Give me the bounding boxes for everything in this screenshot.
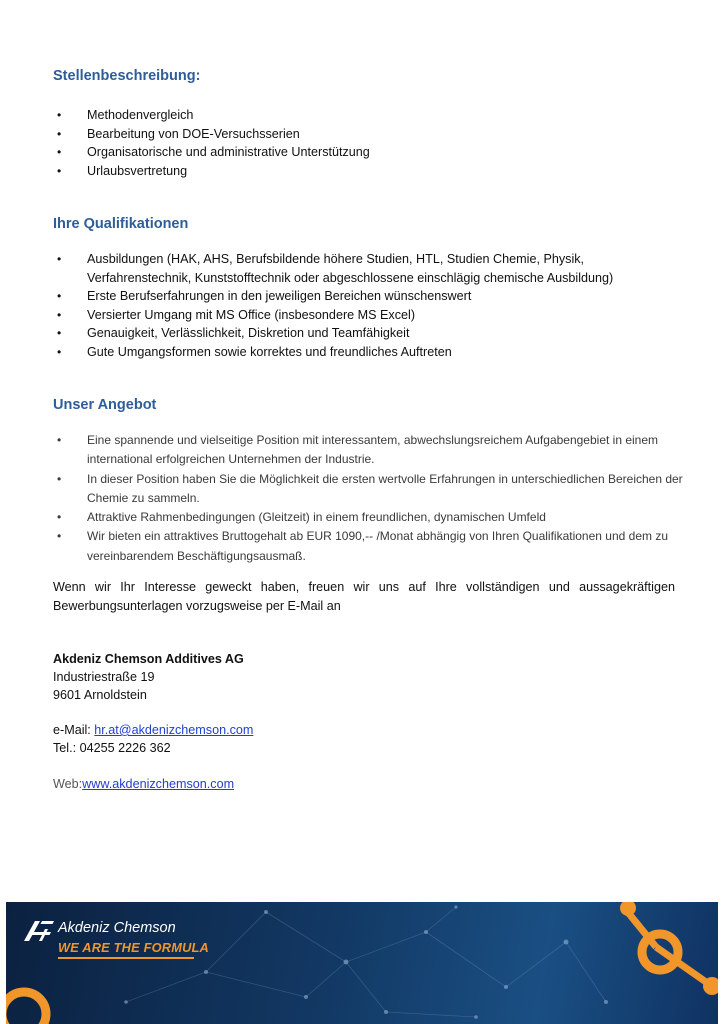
list-item: • Erste Berufserfahrungen in den jeweiligen Bereichen wünschenswert bbox=[53, 287, 683, 306]
list-item: • Methodenvergleich bbox=[53, 106, 683, 125]
offer-list bbox=[53, 431, 683, 566]
bullet-icon: • bbox=[57, 326, 62, 341]
web-label: Web: bbox=[53, 777, 83, 791]
bullet-icon: • bbox=[57, 510, 62, 525]
bullet-icon: • bbox=[57, 529, 62, 544]
company-logo bbox=[24, 919, 224, 979]
bullet-icon: • bbox=[57, 126, 62, 141]
bullet-icon: • bbox=[57, 289, 62, 304]
bullet-icon: • bbox=[57, 163, 62, 178]
list-item: • Versierter Umgang mit MS Office (insbesondere MS Excel) bbox=[53, 306, 683, 325]
list-item: • Gute Umgangsformen sowie korrektes und freundliches Auftreten bbox=[53, 343, 683, 362]
section-title-description: Stellenbeschreibung: bbox=[53, 68, 201, 84]
address-city: 9601 Arnoldstein bbox=[53, 688, 147, 702]
list-item: • Attraktive Rahmenbedingungen (Gleitzeit) in einem freundlichen, dynamischen Umfeld bbox=[53, 508, 683, 527]
email-link[interactable]: hr.at@akdenizchemson.com bbox=[94, 723, 254, 737]
bullet-icon: • bbox=[57, 108, 62, 122]
web-link[interactable]: www.akdenizchemson.com bbox=[82, 777, 235, 791]
bullet-icon: • bbox=[57, 145, 62, 160]
bullet-icon: • bbox=[57, 471, 62, 486]
list-item: • Eine spannende und vielseitige Position mit interessantem, abwechslungsreichem Aufgabengebiet in einem international erfolgreichen Unternehmen der Industrie. bbox=[57, 433, 659, 467]
logo-underline bbox=[58, 957, 194, 959]
list-item: • Genauigkeit, Verlässlichkeit, Diskretion und Teamfähigkeit bbox=[53, 324, 683, 343]
ring-graphic bbox=[6, 992, 46, 1024]
list-item: • Wir bieten ein attraktives Bruttogehalt ab EUR 1090,-- /Monat abhängig von Ihren Qualifikationen und dem zu vereinbarendem Beschäftigungsausmaß. bbox=[57, 529, 668, 563]
bullet-icon: • bbox=[57, 344, 62, 359]
logo-brand-name: Akdeniz Chemson bbox=[58, 920, 176, 936]
molecule-graphic bbox=[620, 902, 718, 995]
bullet-icon: • bbox=[57, 433, 62, 447]
email-line bbox=[53, 721, 253, 739]
section-title-offer: Unser Angebot bbox=[53, 397, 157, 413]
list-item: • Urlaubsvertretung bbox=[53, 162, 683, 181]
address-street: Industriestraße 19 bbox=[53, 670, 155, 684]
phone-line: Tel.: 04255 2226 362 bbox=[53, 741, 171, 755]
bullet-icon: • bbox=[57, 307, 62, 322]
logo-mark-icon bbox=[24, 921, 54, 941]
bullet-icon: • bbox=[57, 252, 62, 266]
closing-paragraph: Wenn wir Ihr Interesse geweckt haben, freuen wir uns auf Ihre vollständigen und aussagekräftigen Bewerbungsunterlagen vorzugsweise per E-Mail an bbox=[53, 580, 675, 613]
section-title-qualifications: Ihre Qualifikationen bbox=[53, 216, 189, 232]
description-list bbox=[53, 106, 683, 180]
footer-banner bbox=[6, 902, 718, 1024]
list-item: • Bearbeitung von DOE-Versuchsserien bbox=[53, 125, 683, 144]
logo-tagline: WE ARE THE FORMULA bbox=[58, 940, 209, 955]
company-name: Akdeniz Chemson Additives AG bbox=[53, 652, 244, 666]
web-line bbox=[53, 775, 234, 793]
list-item: • In dieser Position haben Sie die Möglichkeit die ersten wertvolle Erfahrungen in unterschiedlichen Bereichen der Chemie zu sammeln. bbox=[57, 471, 683, 505]
email-label: e-Mail: bbox=[53, 723, 95, 737]
qualifications-list bbox=[53, 250, 683, 362]
list-item: • Ausbildungen (HAK, AHS, Berufsbildende höhere Studien, HTL, Studien Chemie, Physik, Verfahrenstechnik, Kunststofftechnik oder abgeschlossene einschlägig chemische Ausbildung) bbox=[57, 252, 614, 285]
list-item: • Organisatorische und administrative Unterstützung bbox=[53, 143, 683, 162]
